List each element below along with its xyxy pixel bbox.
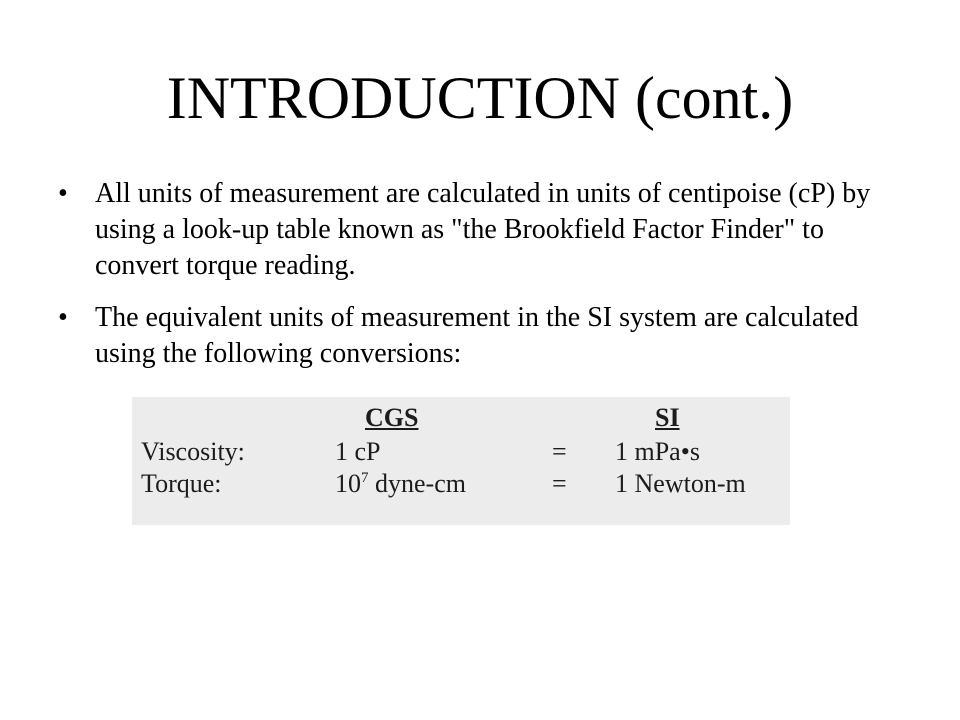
torque-cgs-exponent: 7 [361, 470, 369, 486]
torque-label: Torque: [141, 469, 222, 498]
torque-cgs-unit: dyne-cm [368, 469, 466, 498]
conversion-table [132, 397, 790, 525]
bullet-item [58, 300, 908, 372]
bullet-item [58, 176, 908, 284]
torque-equals: = [552, 469, 567, 498]
cgs-header: CGS [365, 403, 419, 432]
bullet-list [58, 176, 908, 388]
bullet-text: The equivalent units of measurement in the SI system are calculated using the following conversions: [95, 302, 859, 369]
si-header: SI [655, 403, 680, 432]
viscosity-si-value: 1 mPa•s [615, 437, 700, 466]
viscosity-equals: = [552, 437, 567, 466]
viscosity-label: Viscosity: [141, 437, 245, 466]
bullet-text: All units of measurement are calculated in units of centipoise (cP) by using a look-up table known as "the Brookfield Factor Finder" to convert torque reading. [95, 178, 871, 281]
slide-title: INTRODUCTION (cont.) [166, 65, 794, 131]
torque-cgs-value [335, 469, 466, 499]
torque-cgs-base: 10 [335, 469, 361, 498]
bullet-marker: • [58, 302, 68, 333]
torque-si-value: 1 Newton-m [615, 469, 746, 498]
viscosity-cgs-value: 1 cP [335, 437, 381, 466]
bullet-marker: • [58, 178, 68, 209]
